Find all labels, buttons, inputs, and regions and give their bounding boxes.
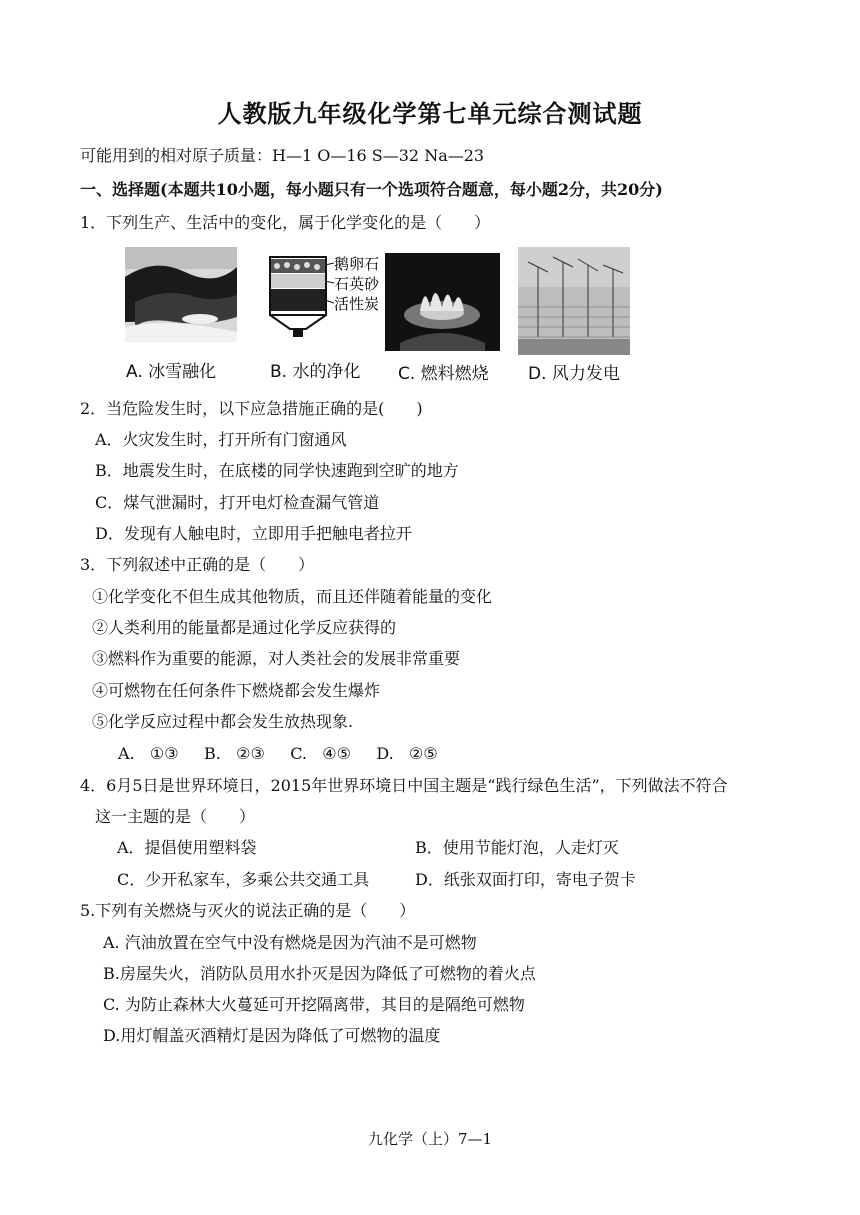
- atomic-masses: 可能用到的相对原子质量：H—1 O—16 S—32 Na—23: [80, 146, 485, 165]
- q3-statement-1: ①化学变化不但生成其他物质，而且还伴随着能量的变化: [92, 587, 493, 606]
- q5-option-d: D.用灯帽盖灭酒精灯是因为降低了可燃物的温度: [103, 1026, 441, 1045]
- water-filter-image: [262, 247, 382, 342]
- q3-statement-3: ③燃料作为重要的能源，对人类社会的发展非常重要: [92, 649, 461, 668]
- q4-option-c: C．少开私家车，多乘公共交通工具: [117, 870, 370, 889]
- q5-option-c: C. 为防止森林大火蔓延可开挖隔离带，其目的是隔绝可燃物: [103, 995, 525, 1014]
- wind-power-image: [518, 247, 630, 355]
- caption-b: B. 水的净化: [270, 362, 361, 382]
- label-activated-carbon: 活性炭: [334, 295, 380, 313]
- q5-stem: 5.下列有关燃烧与灭火的说法正确的是（ ）: [80, 901, 416, 920]
- q2-option-c: C．煤气泄漏时，打开电灯检查漏气管道: [95, 493, 380, 512]
- q4-option-b: B．使用节能灯泡，人走灯灭: [415, 838, 619, 857]
- label-pebbles: 鹅卵石: [334, 255, 380, 273]
- q2-stem: 2．当危险发生时，以下应急措施正确的是( ): [80, 399, 423, 418]
- q3-statement-5: ⑤化学反应过程中都会发生放热现象.: [92, 712, 354, 731]
- ice-melting-image: [125, 247, 237, 342]
- q3-stem: 3．下列叙述中正确的是（ ）: [80, 555, 315, 574]
- q2-option-d: D．发现有人触电时，立即用手把触电者拉开: [95, 524, 412, 543]
- label-quartz-sand: 石英砂: [334, 275, 380, 293]
- q2-option-b: B．地震发生时，在底楼的同学快速跑到空旷的地方: [95, 461, 459, 480]
- caption-d: D. 风力发电: [528, 364, 620, 384]
- caption-a: A. 冰雪融化: [126, 362, 217, 382]
- fuel-burning-image: [385, 253, 500, 351]
- q4-option-a: A．提倡使用塑料袋: [117, 838, 257, 857]
- page-footer: 九化学（上）7—1: [367, 1130, 493, 1148]
- q4-stem-line1: 4．6月5日是世界环境日，2015年世界环境日中国主题是“践行绿色生活”，下列做法不符合: [80, 776, 728, 795]
- q2-option-a: A．火灾发生时，打开所有门窗通风: [95, 430, 347, 449]
- section-heading: 一、选择题(本题共10小题，每小题只有一个选项符合题意，每小题2分，共20分): [80, 180, 663, 199]
- q5-option-a: A. 汽油放置在空气中没有燃烧是因为汽油不是可燃物: [103, 933, 477, 952]
- q4-stem-line2: 这一主题的是（ ）: [95, 807, 256, 826]
- page-title: 人教版九年级化学第七单元综合测试题: [217, 100, 643, 128]
- q3-options: A. ①③ B. ②③ C. ④⑤ D. ②⑤: [118, 744, 438, 763]
- q3-statement-4: ④可燃物在任何条件下燃烧都会发生爆炸: [92, 681, 381, 700]
- q3-statement-2: ②人类利用的能量都是通过化学反应获得的: [92, 618, 397, 637]
- q1-stem: 1．下列生产、生活中的变化，属于化学变化的是（ ）: [80, 213, 491, 232]
- q5-option-b: B.房屋失火，消防队员用水扑灭是因为降低了可燃物的着火点: [103, 964, 536, 983]
- caption-c: C. 燃料燃烧: [398, 364, 489, 384]
- q4-option-d: D．纸张双面打印，寄电子贺卡: [415, 870, 636, 889]
